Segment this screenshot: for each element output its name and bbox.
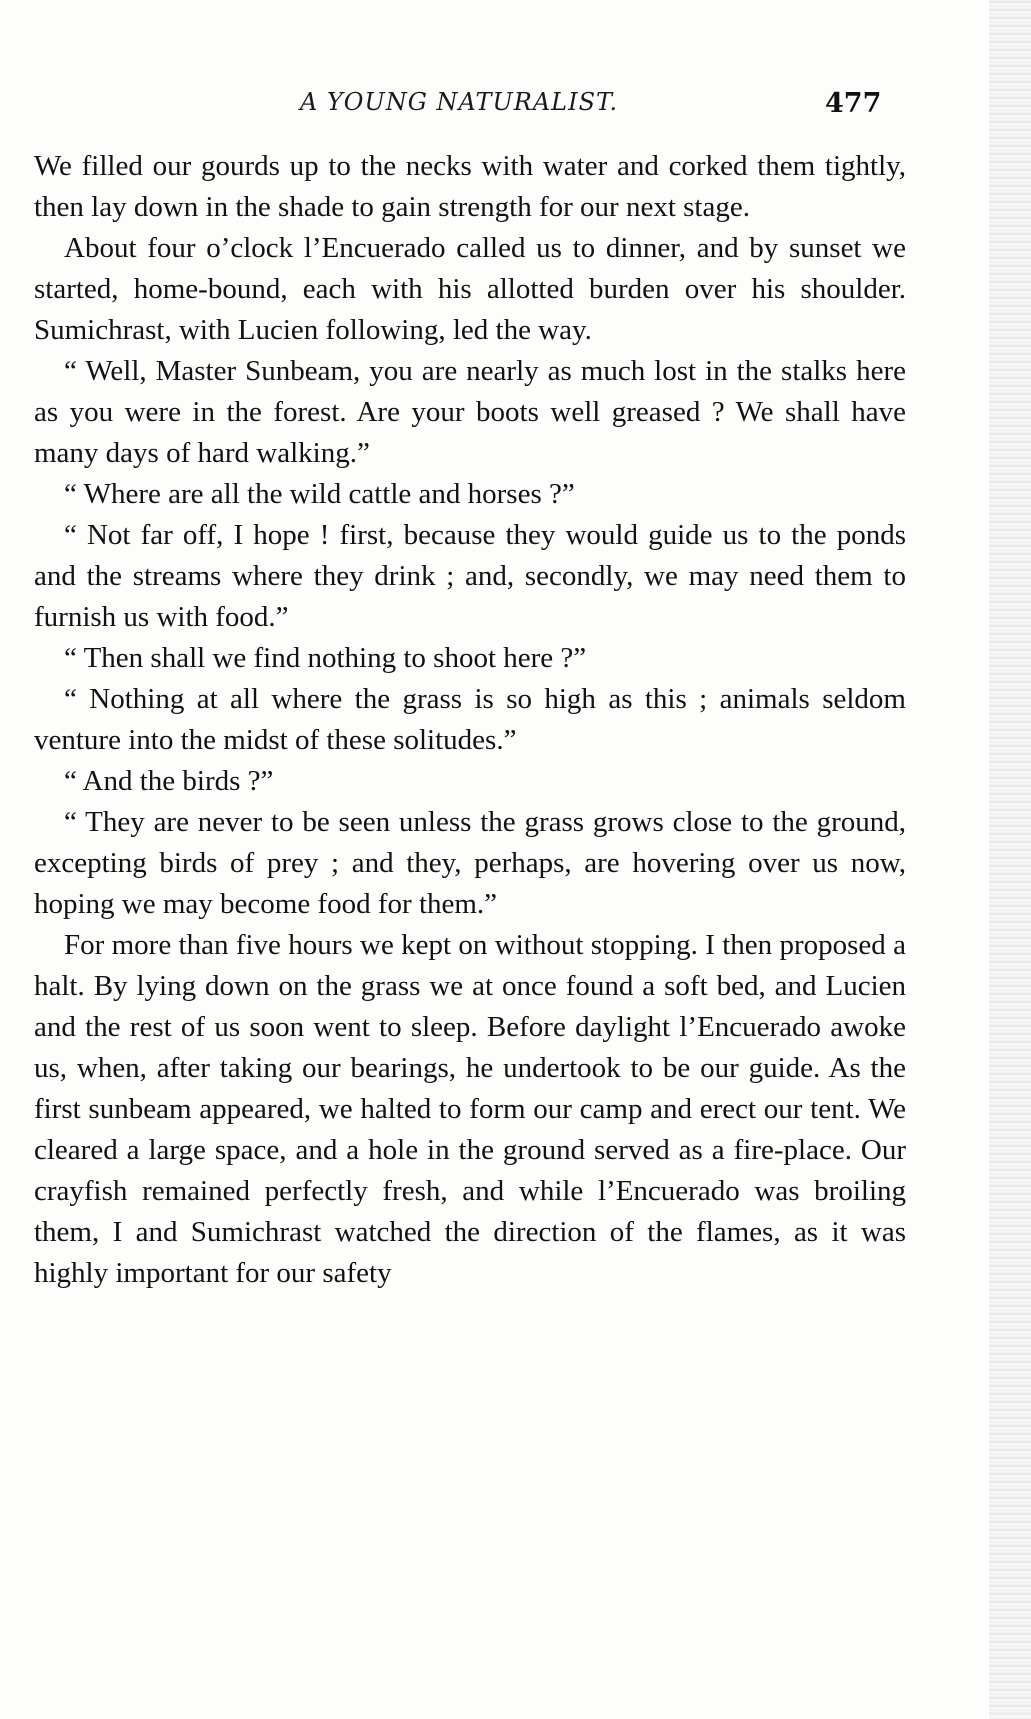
paragraph: “ Where are all the wild cattle and horses ?” bbox=[64, 478, 575, 510]
page-edge-shadow bbox=[989, 0, 1031, 1719]
paragraph: For more than five hours we kept on without stopping. I then proposed a halt. By lying down on the grass we at once found a soft bed, and Lucien and the rest of us soon went to sleep. Before daylight l’Encuerado awoke us, when, after taking our bearings, he undertook to be our guide. As the first sunbeam appeared, we halted to form our camp and erect our tent. We cleared a large space, and a hole in the ground served as a fire-place. Our crayfish remained perfectly fresh, and while l’Encuerado was broiling them, I and Sumichrast watched the direction of the flames, as it was highly important for our safety bbox=[34, 929, 906, 1289]
page-header bbox=[0, 88, 1031, 128]
paragraph: About four o’clock l’Encuerado called us to dinner, and by sunset we started, home-bound, each with his allotted burden over his shoulder. Sumichrast, with Lucien following, led the way. bbox=[34, 232, 906, 346]
body-text bbox=[34, 146, 906, 1294]
paragraph: “ Nothing at all where the grass is so high as this ; animals seldom venture into the midst of these solitudes.” bbox=[34, 683, 906, 756]
paragraph: “ Well, Master Sunbeam, you are nearly as much lost in the stalks here as you were in the forest. Are your boots well greased ? We shall have many days of hard walking.” bbox=[34, 355, 906, 469]
page-number: 477 bbox=[825, 88, 882, 119]
paragraph: We filled our gourds up to the necks with water and corked them tightly, then lay down in the shade to gain strength for our next stage. bbox=[34, 150, 906, 223]
paragraph: “ Then shall we find nothing to shoot here ?” bbox=[64, 642, 587, 674]
running-title: A YOUNG NATURALIST. bbox=[300, 88, 619, 116]
paragraph: “ And the birds ?” bbox=[64, 765, 274, 797]
paragraph: “ Not far off, I hope ! first, because they would guide us to the ponds and the streams where they drink ; and, secondly, we may need them to furnish us with food.” bbox=[34, 519, 906, 633]
paragraph: “ They are never to be seen unless the grass grows close to the ground, excepting birds of prey ; and they, perhaps, are hovering over us now, hoping we may become food for them.” bbox=[34, 806, 906, 920]
